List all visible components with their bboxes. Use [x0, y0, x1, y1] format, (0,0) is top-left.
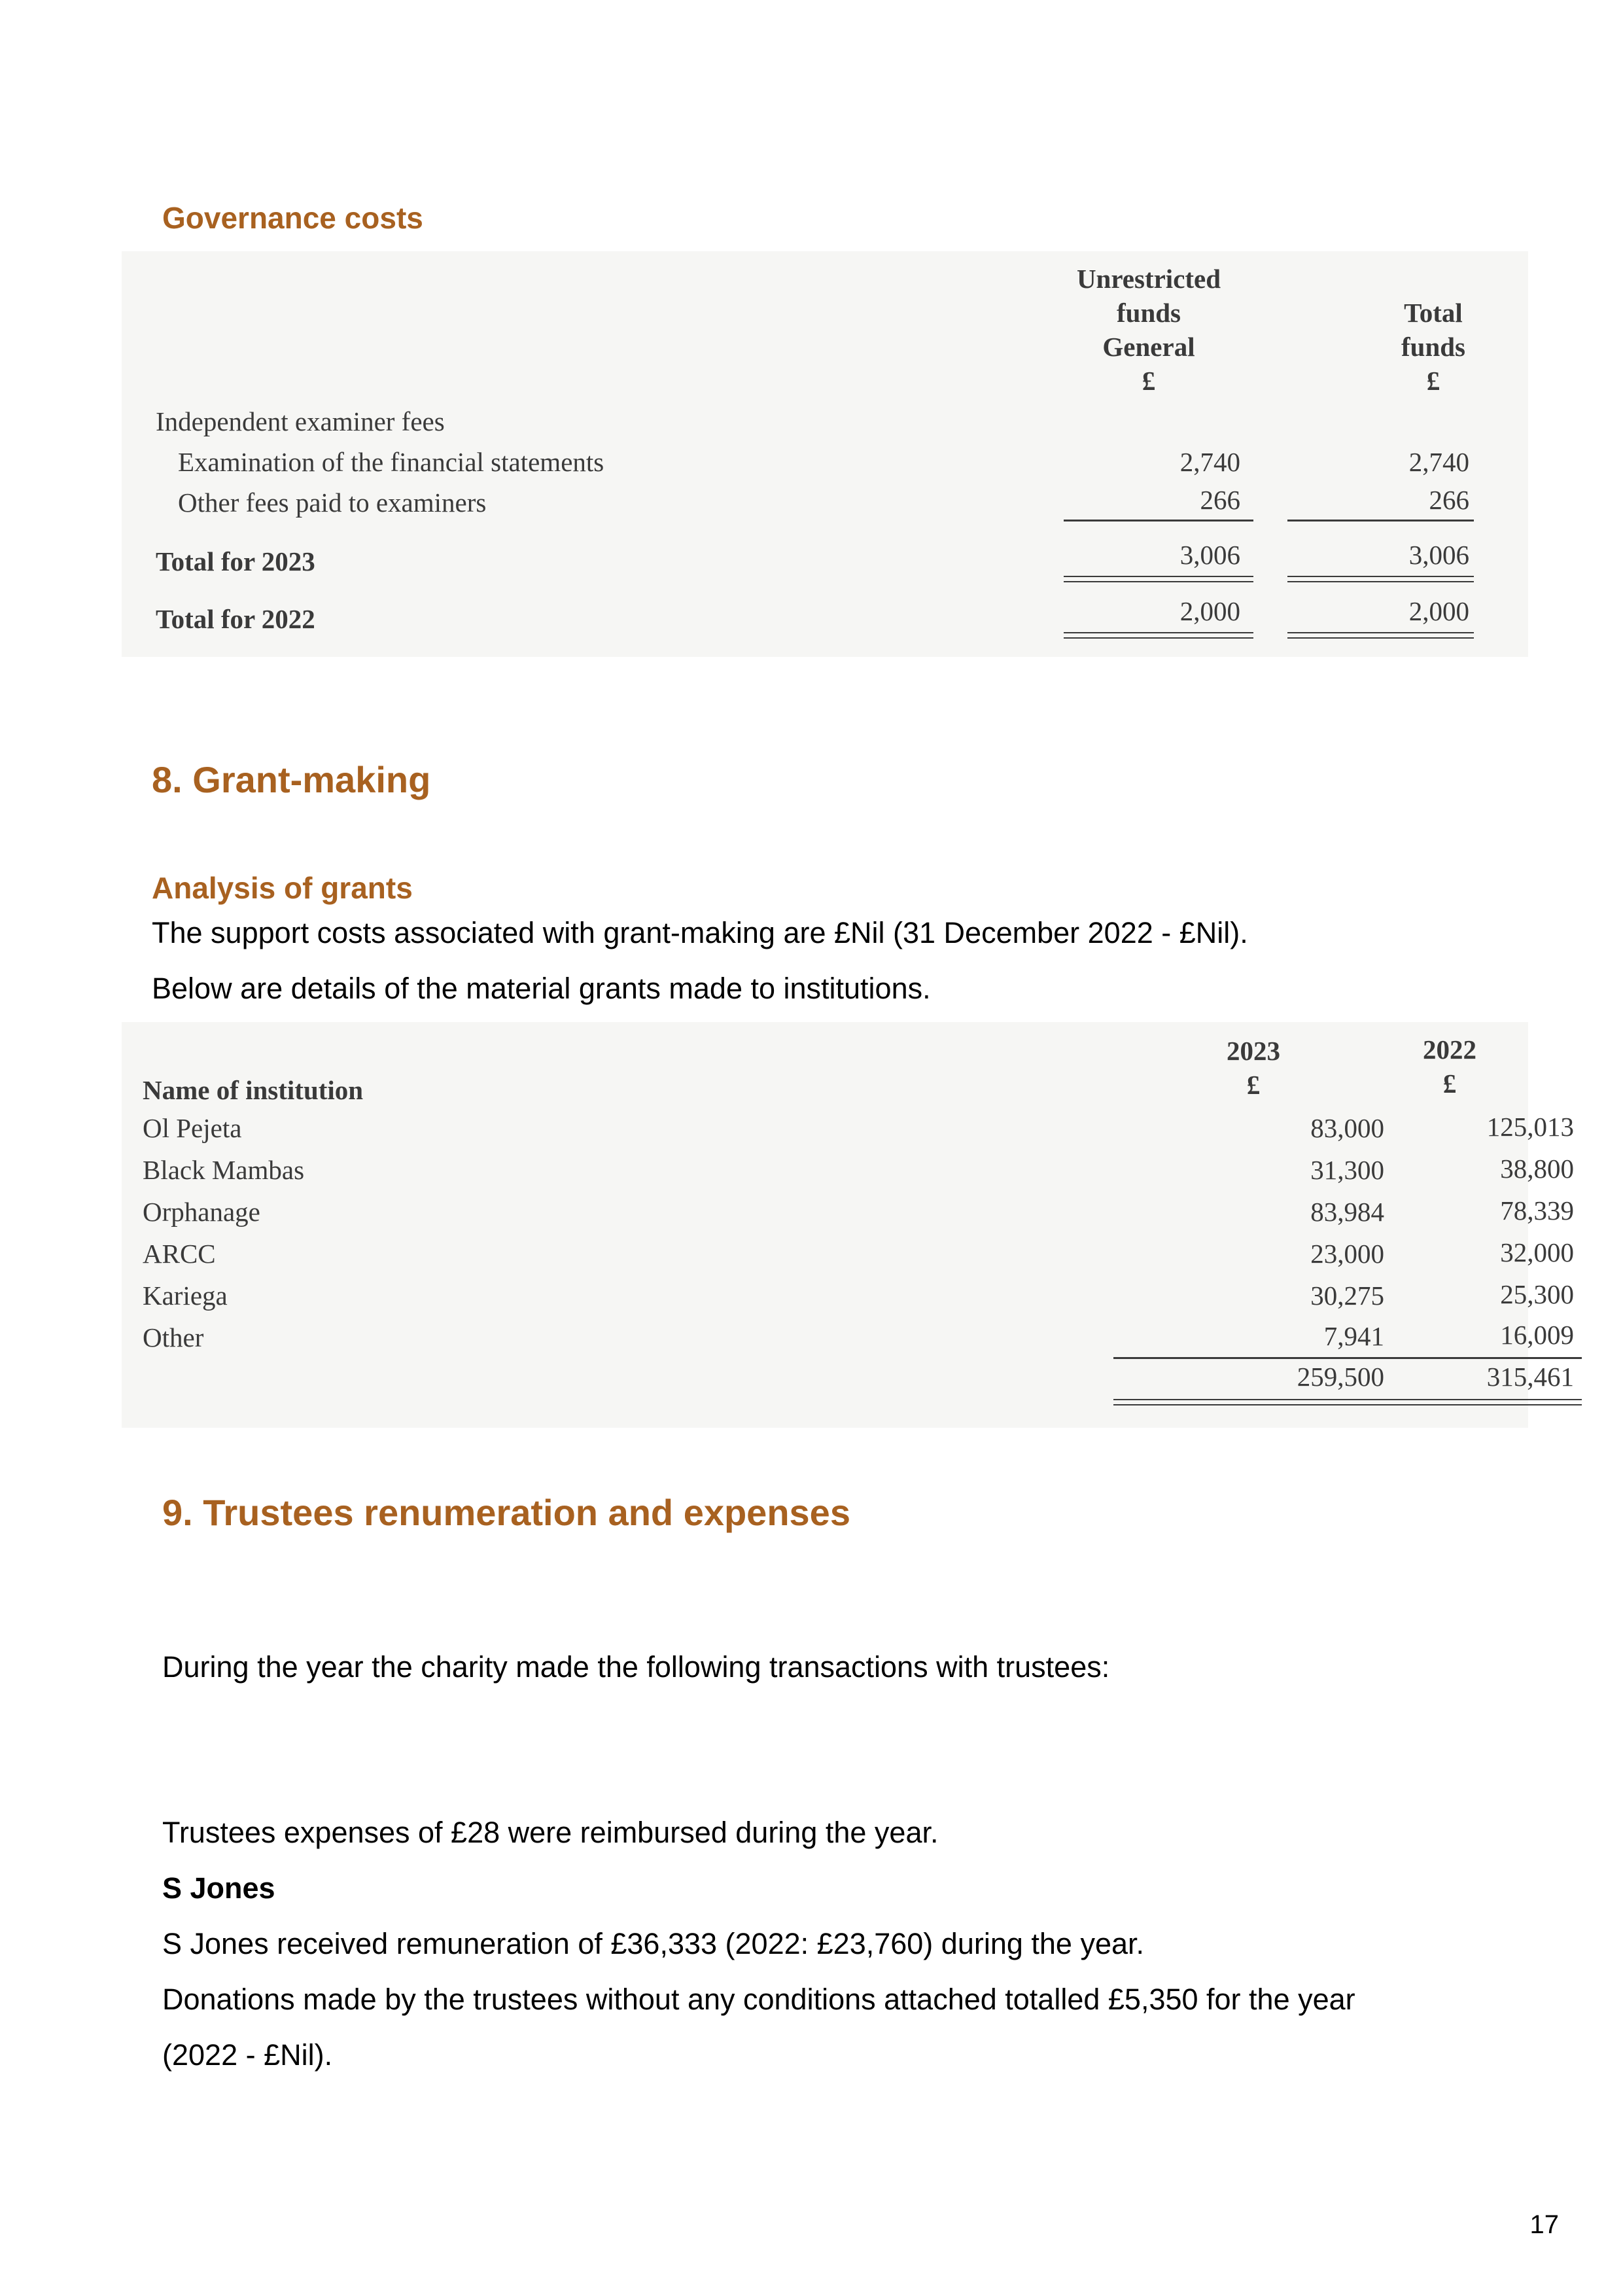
grant-row-2022: 25,300 — [1500, 1279, 1574, 1309]
gov-row-label: Examination of the financial statements — [178, 447, 604, 477]
gov-total-rule — [1287, 637, 1474, 639]
grants-table — [122, 1022, 1574, 1428]
grants-subtotal-rule — [1307, 1357, 1582, 1359]
grant-row-2022: 32,000 — [1500, 1237, 1574, 1267]
trustees-transactions-text: During the year the charity made the following transactions with trustees: — [162, 1650, 1110, 1684]
grant-row-2023: 83,000 — [1310, 1113, 1384, 1143]
gov-row-label: Other fees paid to examiners — [178, 487, 487, 518]
gov-col2-header-line1: Total — [1404, 298, 1463, 328]
grant-row-2022: 16,009 — [1500, 1320, 1574, 1350]
trustees-expenses-text: Trustees expenses of £28 were reimbursed during the year. — [162, 1816, 939, 1849]
gov-total-rule — [1064, 576, 1253, 577]
trustees-heading: 9. Trustees renumeration and expenses — [162, 1492, 850, 1533]
gov-row-value: 2,740 — [1179, 447, 1240, 477]
gov-col1-header-line1: Unrestricted — [1076, 264, 1221, 294]
trustee-name: S Jones — [162, 1871, 275, 1905]
grants-total-2022: 315,461 — [1486, 1362, 1574, 1392]
grant-row-2022: 125,013 — [1486, 1112, 1574, 1142]
gov-total-rule — [1064, 581, 1253, 582]
gov-row-value: 2,740 — [1408, 447, 1469, 477]
analysis-of-grants-heading: Analysis of grants — [152, 871, 413, 905]
trustee-donations-text-cont: (2022 - £Nil). — [162, 2038, 333, 2072]
grants-total-2023: 259,500 — [1297, 1362, 1384, 1392]
trustee-remuneration-text: S Jones received remuneration of £36,333 (2022: £23,760) during the year. — [162, 1927, 1144, 1960]
grant-row-name: Black Mambas — [143, 1155, 305, 1185]
grant-row-name: Ol Pejeta — [143, 1113, 242, 1143]
grant-row-2023: 23,000 — [1310, 1239, 1384, 1269]
grant-details-intro-text: Below are details of the material grants made to institutions. — [152, 972, 931, 1005]
gov-total-rule — [1064, 637, 1253, 639]
grant-row-name: Other — [143, 1322, 204, 1352]
gov-total-rule — [1287, 581, 1474, 582]
grant-row-2023: 83,984 — [1310, 1197, 1384, 1227]
grant-row-2022: 78,339 — [1500, 1195, 1574, 1226]
gov-section-label: Independent examiner fees — [156, 406, 445, 436]
page-number: 17 — [1529, 2210, 1559, 2239]
gov-row-value: 266 — [1429, 485, 1469, 515]
grants-total-rule — [1307, 1399, 1582, 1400]
grants-col2-unit: £ — [1442, 1069, 1457, 1099]
grants-col2-year: 2022 — [1423, 1034, 1476, 1065]
gov-col1-header-line2: funds — [1116, 298, 1181, 328]
grant-row-name: ARCC — [143, 1239, 216, 1269]
gov-col2-header-unit: £ — [1426, 366, 1440, 396]
grant-row-2022: 38,800 — [1500, 1154, 1574, 1184]
gov-row-value: 266 — [1200, 485, 1240, 515]
grant-row-2023: 30,275 — [1310, 1280, 1384, 1311]
gov-subtotal-rule — [1287, 520, 1474, 521]
gov-col2-header-line2: funds — [1401, 332, 1465, 362]
governance-table — [122, 251, 1528, 657]
gov-total-rule — [1287, 632, 1474, 633]
grant-row-2023: 7,941 — [1323, 1321, 1384, 1351]
gov-total-rule — [1287, 576, 1474, 577]
governance-heading: Governance costs — [162, 201, 423, 235]
gov-total-2022-value: 2,000 — [1179, 596, 1240, 626]
trustee-donations-text: Donations made by the trustees without any conditions attached totalled £5,350 for the year — [162, 1983, 1355, 2016]
grants-col1-year: 2023 — [1227, 1036, 1280, 1066]
gov-total-2022-label: Total for 2022 — [156, 604, 315, 634]
grant-row-name: Kariega — [143, 1280, 228, 1311]
grants-col-label: Name of institution — [143, 1075, 364, 1105]
gov-col1-header-unit: £ — [1142, 366, 1156, 396]
grant-row-name: Orphanage — [143, 1197, 260, 1227]
grant-support-costs-text: The support costs associated with grant-making are £Nil (31 December 2022 - £Nil). — [152, 916, 1248, 949]
grant-row-2023: 31,300 — [1310, 1155, 1384, 1185]
grant-making-heading: 8. Grant-making — [152, 759, 431, 800]
gov-total-2023-value: 3,006 — [1408, 540, 1469, 570]
gov-col1-header-line3: General — [1102, 332, 1195, 362]
grants-col1-unit: £ — [1246, 1070, 1261, 1100]
gov-total-2022-value: 2,000 — [1408, 596, 1469, 626]
grants-total-rule — [1307, 1404, 1582, 1405]
gov-subtotal-rule — [1064, 520, 1253, 521]
gov-total-rule — [1064, 632, 1253, 633]
gov-total-2023-label: Total for 2023 — [156, 546, 315, 576]
gov-total-2023-value: 3,006 — [1179, 540, 1240, 570]
